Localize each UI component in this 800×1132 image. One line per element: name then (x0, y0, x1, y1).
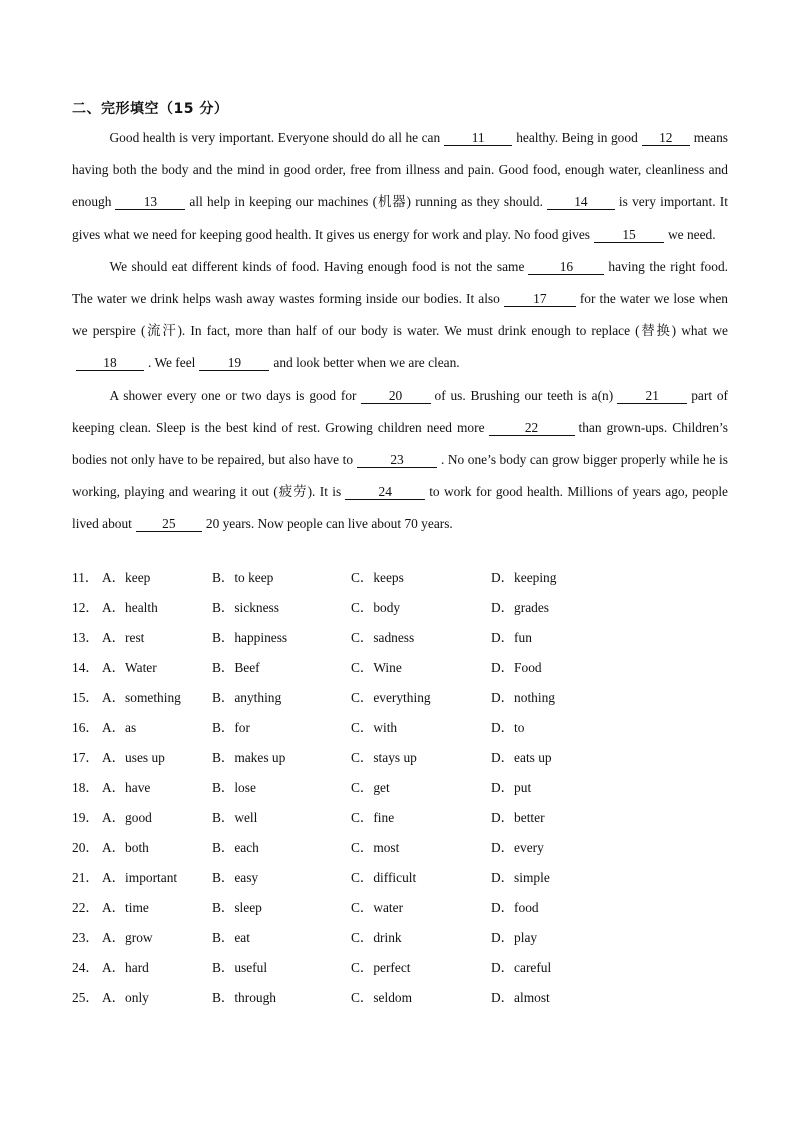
option-a: A．time (102, 900, 149, 915)
passage-text: healthy. Being in good (516, 130, 638, 145)
option-row (72, 745, 728, 775)
passage-text: Good health is very important. Everyone should do all he can (109, 130, 441, 145)
option-row (72, 925, 728, 955)
blank-21: 21 (617, 388, 687, 404)
option-d: D．eats up (491, 750, 552, 765)
option-c: C．drink (351, 930, 402, 945)
option-row (72, 895, 728, 925)
option-c: C．most (351, 840, 400, 855)
option-d: D．keeping (491, 570, 557, 585)
option-b: B．each (212, 840, 259, 855)
option-b: B．easy (212, 870, 259, 885)
option-c: C．perfect (351, 960, 411, 975)
option-a: A．hard (102, 960, 149, 975)
option-a: A．health (102, 600, 158, 615)
question-number: 22． (72, 900, 99, 915)
option-d: D．Food (491, 660, 542, 675)
blank-18: 18 (76, 355, 144, 371)
option-d: D．to (491, 720, 525, 735)
option-a: A．uses up (102, 750, 165, 765)
answer-options (72, 565, 728, 1015)
question-number: 12． (72, 600, 99, 615)
blank-19: 19 (199, 355, 269, 371)
option-row (72, 715, 728, 745)
passage-text: than grown-ups. Children’s bodies not only have to be repaired, but also have to (72, 419, 728, 468)
option-c: C．body (351, 600, 401, 615)
passage-paragraph-1 (72, 122, 728, 251)
question-number: 15． (72, 690, 99, 705)
passage-paragraph-3 (72, 380, 728, 541)
passage-text: for the water we lose when we perspire (流汗). In fact, more than half of our body is water. We must drink enough to replace (替换) what we (72, 291, 728, 339)
option-a: A．keep (102, 570, 151, 585)
passage-text: to work for good health. Millions of years ago, people lived about (72, 484, 728, 532)
passage-text: all help in keeping our machines (机器) running as they should. (189, 194, 543, 210)
passage-text: A shower every one or two days is good for (109, 387, 357, 403)
option-c: C．difficult (351, 870, 417, 885)
option-c: C．sadness (351, 630, 415, 645)
passage-text: having the right food. The water we drink helps wash away wastes forming inside our bodies. It also (72, 258, 728, 307)
option-b: B．sleep (212, 900, 262, 915)
passage-text: We should eat different kinds of food. Having enough food is not the same (109, 258, 525, 274)
option-b: B．sickness (212, 600, 279, 615)
passage-text: . We feel (148, 355, 196, 371)
option-b: B．to keep (212, 570, 274, 585)
passage-text: of us. Brushing our teeth is a(n) (434, 387, 614, 403)
option-b: B．makes up (212, 750, 286, 765)
blank-13: 13 (115, 194, 185, 210)
option-c: C．with (351, 720, 398, 735)
option-a: A．rest (102, 630, 145, 645)
option-b: B．eat (212, 930, 250, 945)
question-number: 11． (72, 570, 99, 585)
blank-22: 22 (489, 420, 575, 436)
option-a: A．both (102, 840, 149, 855)
option-a: A．Water (102, 660, 157, 675)
cloze-passage (72, 122, 728, 541)
option-b: B．well (212, 810, 258, 825)
option-b: B．Beef (212, 660, 260, 675)
passage-text: . No one’s body can grow bigger properly while he is working, playing and wearing it out (疲劳). It is (72, 452, 728, 500)
blank-15: 15 (594, 227, 664, 243)
option-a: A．only (102, 990, 149, 1005)
passage-text: and look better when we are clean. (273, 355, 460, 371)
option-row (72, 865, 728, 895)
option-d: D．play (491, 930, 538, 945)
option-d: D．careful (491, 960, 552, 975)
option-row (72, 685, 728, 715)
question-number: 21． (72, 870, 99, 885)
section-title: 二、完形填空（15 分） (72, 101, 229, 117)
question-number: 14． (72, 660, 99, 675)
option-d: D．almost (491, 990, 550, 1005)
blank-17: 17 (504, 291, 576, 307)
passage-text: we need. (668, 226, 716, 242)
passage-text: part of keeping clean. Sleep is the best kind of rest. Growing children need more (72, 387, 728, 435)
option-c: C．keeps (351, 570, 404, 585)
question-number: 18． (72, 780, 99, 795)
option-a: A．grow (102, 930, 153, 945)
option-a: A．something (102, 690, 181, 705)
question-number: 25． (72, 990, 99, 1005)
option-b: B．happiness (212, 630, 288, 645)
option-c: C．stays up (351, 750, 417, 765)
option-a: A．good (102, 810, 152, 825)
option-b: B．through (212, 990, 276, 1005)
blank-23: 23 (357, 452, 437, 468)
passage-paragraph-2 (72, 251, 728, 380)
option-c: C．water (351, 900, 404, 915)
blank-20: 20 (361, 388, 431, 404)
blank-25: 25 (136, 516, 202, 532)
option-c: C．get (351, 780, 390, 795)
passage-text: 20 years. Now people can live about 70 years. (205, 516, 453, 532)
option-d: D．simple (491, 870, 550, 885)
option-row (72, 955, 728, 985)
option-a: A．have (102, 780, 151, 795)
option-b: B．lose (212, 780, 256, 795)
blank-11: 11 (444, 130, 512, 146)
option-d: D．nothing (491, 690, 555, 705)
option-a: A．important (102, 870, 178, 885)
question-number: 16． (72, 720, 99, 735)
option-d: D．fun (491, 630, 532, 645)
option-c: C．seldom (351, 990, 413, 1005)
option-d: D．every (491, 840, 544, 855)
option-row (72, 655, 728, 685)
question-number: 17． (72, 750, 99, 765)
question-number: 13． (72, 630, 99, 645)
option-row (72, 835, 728, 865)
blank-24: 24 (345, 484, 425, 500)
option-b: B．for (212, 720, 250, 735)
blank-12: 12 (642, 130, 690, 146)
option-row (72, 985, 728, 1015)
passage-text: is very important. It gives what we need for keeping good health. It gives us energy for work and play. No food gives (72, 194, 728, 242)
option-b: B．anything (212, 690, 282, 705)
option-row (72, 595, 728, 625)
passage-text: means having both the body and the mind in good order, free from illness and pain. Good food, enough water, cleanliness and enough (72, 130, 728, 210)
option-row (72, 805, 728, 835)
question-number: 20． (72, 840, 99, 855)
option-c: C．Wine (351, 660, 402, 675)
blank-14: 14 (547, 194, 615, 210)
option-c: C．fine (351, 810, 395, 825)
question-number: 24． (72, 960, 99, 975)
option-b: B．useful (212, 960, 268, 975)
option-row (72, 775, 728, 805)
option-row (72, 625, 728, 655)
blank-16: 16 (528, 259, 604, 275)
option-a: A．as (102, 720, 137, 735)
option-d: D．put (491, 780, 532, 795)
option-d: D．grades (491, 600, 550, 615)
option-d: D．better (491, 810, 545, 825)
option-d: D．food (491, 900, 539, 915)
option-c: C．everything (351, 690, 431, 705)
question-number: 23． (72, 930, 99, 945)
option-row (72, 565, 728, 595)
question-number: 19． (72, 810, 99, 825)
